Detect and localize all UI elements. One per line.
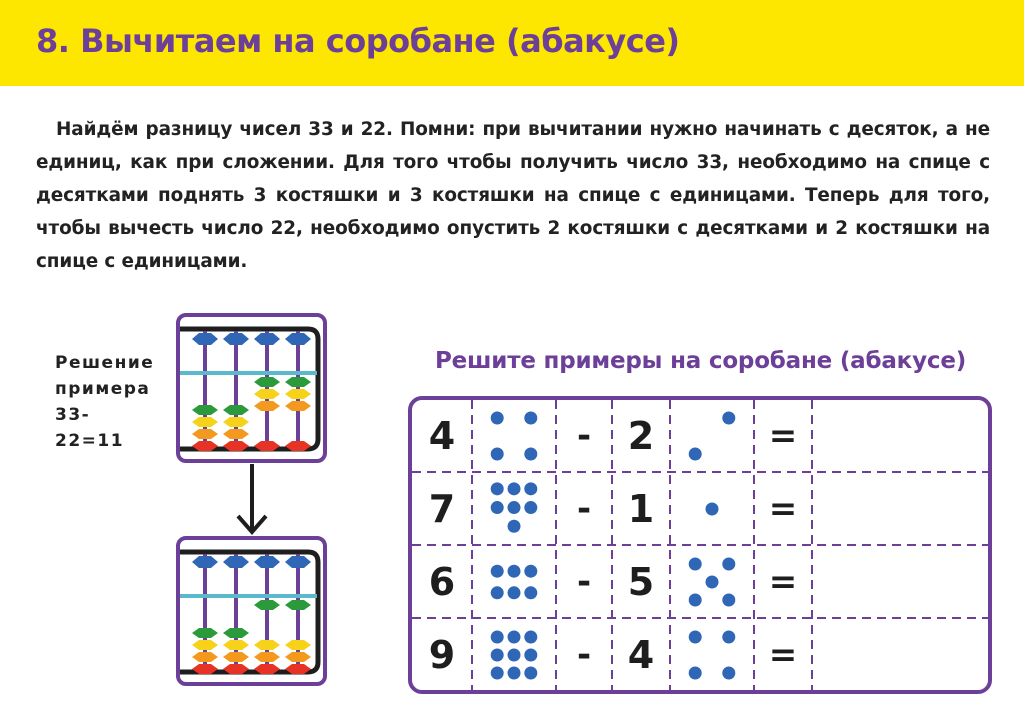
dot-pattern <box>472 619 556 691</box>
abacus-upper-bead <box>254 556 280 568</box>
answer-cell[interactable] <box>812 619 988 691</box>
dot <box>491 482 504 495</box>
dot <box>508 520 521 533</box>
abacus-upper-bead <box>285 556 311 568</box>
solution-label-line-2: примера <box>55 379 151 399</box>
abacus-lower-bead <box>223 652 249 662</box>
abacus-lower-bead <box>223 417 249 427</box>
dot <box>689 448 702 461</box>
dot <box>524 631 537 644</box>
dot <box>722 667 735 680</box>
minuend: 6 <box>428 560 456 604</box>
dot <box>524 412 537 425</box>
abacus-lower-bead <box>254 640 280 650</box>
exercise-table <box>408 396 992 694</box>
abacus-upper-bead <box>285 333 311 345</box>
abacus-lower-bead <box>254 389 280 399</box>
dot <box>491 412 504 425</box>
subtrahend: 4 <box>627 633 655 677</box>
dot <box>722 558 735 571</box>
answer-cell[interactable] <box>812 546 988 618</box>
abacus-lower-bead <box>192 640 218 650</box>
minuend: 9 <box>428 633 456 677</box>
answer-cell[interactable] <box>812 400 988 472</box>
exercises-title: Решите примеры на соробане (абакусе) <box>435 348 967 374</box>
abacus-after <box>176 536 327 686</box>
down-arrow-icon <box>232 464 272 539</box>
minuend-dots <box>472 400 556 472</box>
abacus-after-drawing <box>180 540 323 682</box>
minus-sign: - <box>576 489 592 529</box>
answer-cell[interactable] <box>812 473 988 545</box>
abacus-lower-bead <box>254 377 280 387</box>
subtrahend-dots <box>670 619 754 691</box>
dot <box>524 482 537 495</box>
minuend-dots <box>472 619 556 691</box>
abacus-lower-bead <box>192 429 218 439</box>
dot-pattern <box>472 473 556 545</box>
dot <box>524 586 537 599</box>
abacus-lower-bead <box>254 401 280 411</box>
dot <box>508 631 521 644</box>
abacus-lower-bead <box>223 429 249 439</box>
dot <box>706 503 719 516</box>
abacus-upper-bead <box>223 333 249 345</box>
exercise-row <box>412 546 988 618</box>
solution-label-line-1: Решение <box>55 353 155 373</box>
abacus-lower-bead <box>223 640 249 650</box>
minus-sign: - <box>576 562 592 602</box>
abacus-divider-bar <box>180 594 317 598</box>
dot-pattern <box>670 619 754 691</box>
dot <box>524 565 537 578</box>
dot <box>491 586 504 599</box>
abacus-lower-bead <box>285 401 311 411</box>
dot <box>508 501 521 514</box>
dot <box>508 482 521 495</box>
dot <box>491 649 504 662</box>
subtrahend: 5 <box>627 560 655 604</box>
subtrahend-dots <box>670 473 754 545</box>
abacus-lower-bead <box>192 652 218 662</box>
dot <box>722 631 735 644</box>
equals-sign: = <box>768 562 798 602</box>
exercise-row <box>412 400 988 472</box>
header-bar <box>0 0 1024 86</box>
page-title: 8. Вычитаем на соробане (абакусе) <box>36 22 680 60</box>
subtrahend-dots <box>670 546 754 618</box>
exercise-row <box>412 619 988 691</box>
abacus-lower-bead <box>285 377 311 387</box>
minus-sign: - <box>576 635 592 675</box>
abacus-lower-bead <box>223 405 249 415</box>
intro-paragraph: Найдём разницу чисел 33 и 22. Помни: при вычитании нужно начинать с десяток, а не единиц, как при сложении. Для того чтобы получить число 33, необходимо на спице с десятками поднять 3 костяшки и 3 костяшки на спице с единицами. Теперь для того, чтобы вычесть число 22, необходимо опустить 2 костяшки с десятками и 2 костяшки на спице с единицами. <box>36 119 990 272</box>
dot <box>689 558 702 571</box>
equals-sign: = <box>768 489 798 529</box>
dot <box>491 631 504 644</box>
equals-sign: = <box>768 416 798 456</box>
abacus-lower-bead <box>285 640 311 650</box>
abacus-before <box>176 313 327 463</box>
subtrahend-dots <box>670 400 754 472</box>
abacus-upper-bead <box>254 333 280 345</box>
dot-pattern <box>670 473 754 545</box>
dot <box>706 576 719 589</box>
dot <box>524 649 537 662</box>
dot-pattern <box>670 400 754 472</box>
abacus-upper-bead <box>223 556 249 568</box>
dot <box>508 565 521 578</box>
dot <box>722 594 735 607</box>
dot <box>491 501 504 514</box>
abacus-lower-bead <box>254 652 280 662</box>
abacus-lower-bead <box>223 628 249 638</box>
minus-sign: - <box>576 416 592 456</box>
abacus-upper-bead <box>192 333 218 345</box>
abacus-lower-bead <box>192 417 218 427</box>
abacus-upper-bead <box>192 556 218 568</box>
dot <box>689 594 702 607</box>
dot <box>491 667 504 680</box>
minuend: 4 <box>428 414 456 458</box>
equals-sign: = <box>768 635 798 675</box>
abacus-divider-bar <box>180 371 317 375</box>
dot-pattern <box>472 400 556 472</box>
dot-pattern <box>670 546 754 618</box>
subtrahend: 1 <box>627 487 655 531</box>
dot <box>524 667 537 680</box>
abacus-lower-bead <box>285 600 311 610</box>
abacus-lower-bead <box>192 405 218 415</box>
dot <box>524 448 537 461</box>
solution-label <box>55 350 157 454</box>
abacus-before-drawing <box>180 317 323 459</box>
dot <box>524 501 537 514</box>
exercise-row <box>412 473 988 545</box>
dot <box>491 565 504 578</box>
minuend-dots <box>472 473 556 545</box>
dot <box>689 631 702 644</box>
solution-label-line-3: 33-22=11 <box>55 405 125 451</box>
dot <box>689 667 702 680</box>
dot <box>508 667 521 680</box>
dot <box>508 586 521 599</box>
abacus-lower-bead <box>285 389 311 399</box>
dot <box>491 448 504 461</box>
abacus-lower-bead <box>192 628 218 638</box>
dot-pattern <box>472 546 556 618</box>
subtrahend: 2 <box>627 414 655 458</box>
dot <box>508 649 521 662</box>
abacus-lower-bead <box>254 600 280 610</box>
dot <box>722 412 735 425</box>
abacus-lower-bead <box>285 652 311 662</box>
minuend: 7 <box>428 487 456 531</box>
minuend-dots <box>472 546 556 618</box>
